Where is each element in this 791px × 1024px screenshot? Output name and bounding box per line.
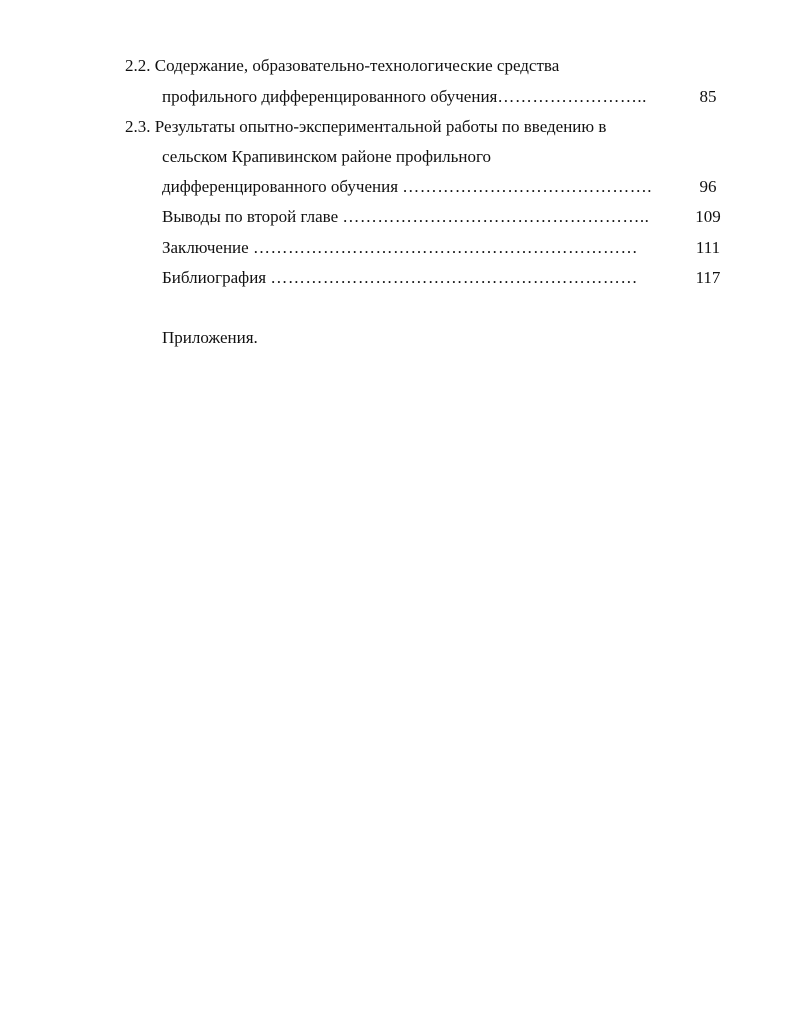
toc-entry-bibliography (162, 268, 638, 288)
toc-entry-2-3-page: 96 (699, 177, 717, 196)
toc-entry-conclusions-ch2-label: Выводы по второй главе (162, 207, 339, 226)
toc-entry-conclusions-ch2 (162, 207, 649, 227)
toc-entry-2-2-leader: …………………….. (497, 87, 647, 106)
toc-entry-2-2-line1 (125, 56, 559, 76)
toc-entry-appendices-label: Приложения. (162, 328, 258, 347)
toc-entry-conclusion-page: 111 (695, 238, 721, 257)
toc-entry-bibliography-label: Библиография (162, 268, 267, 287)
toc-entry-2-3-title-line2: сельском Крапивинском районе профильного (162, 147, 491, 166)
toc-entry-2-2-line2 (162, 87, 647, 107)
toc-entry-2-2-title-line2: профильного дифференцированного обучения (162, 87, 498, 106)
toc-entry-2-3-line1 (125, 117, 606, 137)
toc-entry-2-3-title-line1: Результаты опытно-экспериментальной работы по введению в (154, 117, 607, 136)
toc-entry-2-3-line3 (162, 177, 652, 197)
toc-entry-2-2-number: 2.2. (125, 56, 151, 75)
toc-entry-conclusions-ch2-leader: …………………………………………….. (342, 207, 650, 226)
toc-entry-2-3-title-line3: дифференцированного обучения (162, 177, 399, 196)
toc-entry-conclusions-ch2-page: 109 (695, 207, 721, 226)
toc-entry-2-3-number: 2.3. (125, 117, 151, 136)
toc-entry-appendices (162, 328, 258, 348)
toc-entry-2-2-page: 85 (699, 87, 717, 106)
toc-entry-2-2-title-line1: Содержание, образовательно-технологические средства (154, 56, 560, 75)
toc-entry-2-3-line2 (162, 147, 491, 167)
toc-entry-conclusion-leader: ………………………………………………………… (252, 238, 638, 257)
toc-entry-2-3-leader: ……………………………………. (402, 177, 653, 196)
toc-entry-bibliography-leader: ……………………………………………………… (270, 268, 638, 287)
toc-entry-bibliography-page: 117 (695, 268, 721, 287)
toc-entry-conclusion-label: Заключение (162, 238, 249, 257)
toc-entry-conclusion (162, 238, 638, 258)
